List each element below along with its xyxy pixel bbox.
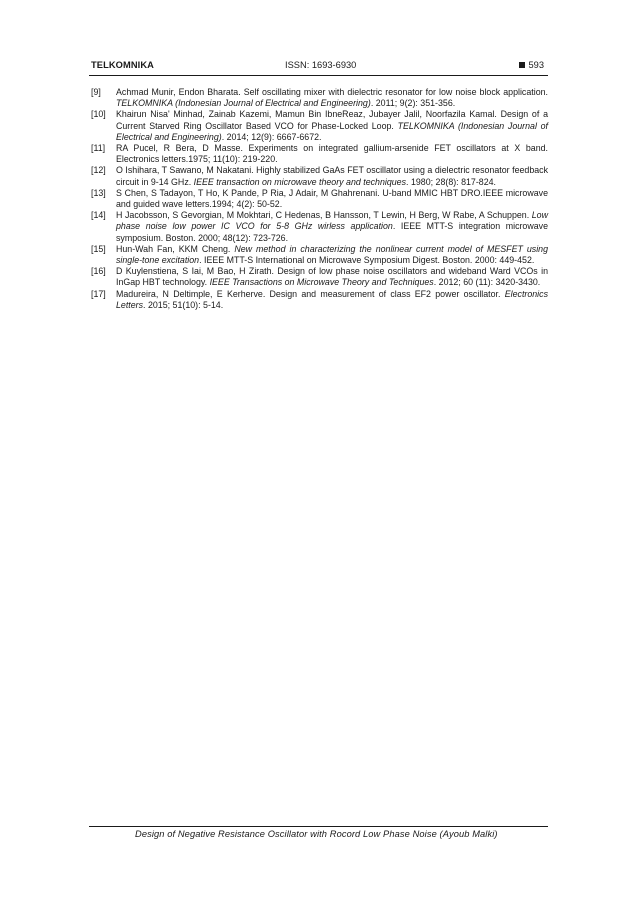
reference-text (116, 87, 548, 109)
reference-source-title: IEEE Transactions on Microwave Theory and Techniques (209, 277, 434, 288)
reference-segment: . 1980; 28(8): 817-824. (406, 176, 497, 187)
reference-segment: Khairun Nisa' Minhad, Zainab Kazemi, Mamun Bin IbneReaz, Jubayer Jalil, Noorfazila Kamal. Design of a Current Starved Ring Oscillator Based VCO for Phase-Locked Loop. (116, 109, 548, 131)
reference-segment: . 2012; 60 (11): 3420-3430. (433, 277, 541, 288)
reference-number: [15] (91, 243, 106, 254)
footer-rule (89, 826, 548, 827)
journal-name: TELKOMNIKA (91, 60, 154, 70)
running-header (89, 60, 548, 74)
reference-item (89, 289, 548, 311)
reference-item (89, 109, 548, 143)
reference-number: [9] (91, 87, 101, 97)
reference-item (89, 143, 548, 165)
reference-item (89, 188, 548, 210)
reference-number: [17] (91, 288, 106, 299)
reference-segment: Hun-Wah Fan, KKM Cheng. (116, 243, 235, 254)
reference-number: [14] (91, 210, 106, 221)
reference-text (116, 210, 548, 244)
reference-item (89, 87, 548, 109)
reference-item (89, 210, 548, 244)
reference-segment: RA Pucel, R Bera, D Masse. Experiments on integrated gallium-arsenide FET oscillators at X band. Electronics letters.1975; 11(10): 219-220. (116, 143, 548, 165)
reference-text (116, 188, 548, 210)
reference-number: [12] (91, 165, 106, 176)
reference-number: [11] (91, 143, 106, 154)
reference-segment: . 2011; 9(2): 351-356. (370, 98, 456, 109)
reference-text (116, 109, 548, 143)
reference-source-title: TELKOMNIKA (Indonesian Journal of Electrical and Engineering) (116, 120, 549, 142)
running-footer: Design of Negative Resistance Oscillator with Rocord Low Phase Noise (Ayoub Malki) (135, 829, 498, 839)
reference-source-title: New method in characterizing the nonlinear current model of MESFET using single-tone excitation (116, 243, 548, 266)
page-number: 593 (528, 60, 544, 70)
reference-segment: Madureira, N Deltimple, E Kerherve. Design and measurement of class EF2 power oscillator. (116, 288, 505, 299)
reference-item (89, 165, 548, 187)
reference-number: [10] (91, 109, 106, 120)
reference-text (116, 244, 548, 266)
reference-source-title: IEEE transaction on microwave theory and techniques (193, 176, 407, 187)
reference-segment: . 2015; 51(10): 5-14. (143, 299, 224, 310)
reference-segment: H Jacobsson, S Gevorgian, M Mokhtari, C Hedenas, B Hansson, T Lewin, H Berg, W Rabe, A Schuppen. (116, 210, 532, 221)
reference-text (116, 266, 548, 288)
reference-text (116, 143, 548, 165)
reference-segment: Achmad Munir, Endon Bharata. Self oscillating mixer with dielectric resonator for low noise block application. (116, 87, 548, 97)
reference-segment: O Ishihara, T Sawano, M Nakatani. Highly stabilized GaAs FET oscillator using a dielectric resonator feedback circuit in 9-14 GHz. (116, 165, 548, 187)
reference-list (89, 87, 548, 311)
reference-source-title: Low phase noise low power IC VCO for 5-8 GHz wirless application (116, 210, 548, 232)
square-bullet-icon (519, 62, 525, 68)
reference-number: [13] (91, 187, 106, 198)
reference-segment: . 2014; 12(9): 6667-6672. (221, 131, 322, 142)
reference-segment: . IEEE MTT-S International on Microwave Symposium Digest. Boston. 2000: 449-452. (199, 255, 535, 266)
reference-source-title: Electronics Letters (116, 288, 548, 310)
reference-text (116, 165, 548, 187)
reference-item (89, 244, 548, 266)
reference-item (89, 266, 548, 288)
header-rule (89, 75, 548, 76)
issn: ISSN: 1693-6930 (285, 60, 357, 70)
reference-number: [16] (91, 266, 106, 277)
reference-segment: D Kuylenstiena, S Iai, M Bao, H Zirath. Design of low phase noise oscillators and wideband Ward VCOs in InGap HBT technology. (116, 266, 548, 288)
reference-text (116, 289, 548, 311)
reference-segment: . IEEE MTT-S integration microwave symposium. Boston. 2000; 48(12): 723-726. (116, 221, 548, 243)
reference-source-title: TELKOMNIKA (Indonesian Journal of Electrical and Engineering) (116, 98, 371, 109)
reference-segment: S Chen, S Tadayon, T Ho, K Pande, P Ria, J Adair, M Ghahrenani. U-band MMIC HBT DRO.IEEE microwave and guided wave letters.1994; 4(2): 50-52. (116, 187, 548, 210)
